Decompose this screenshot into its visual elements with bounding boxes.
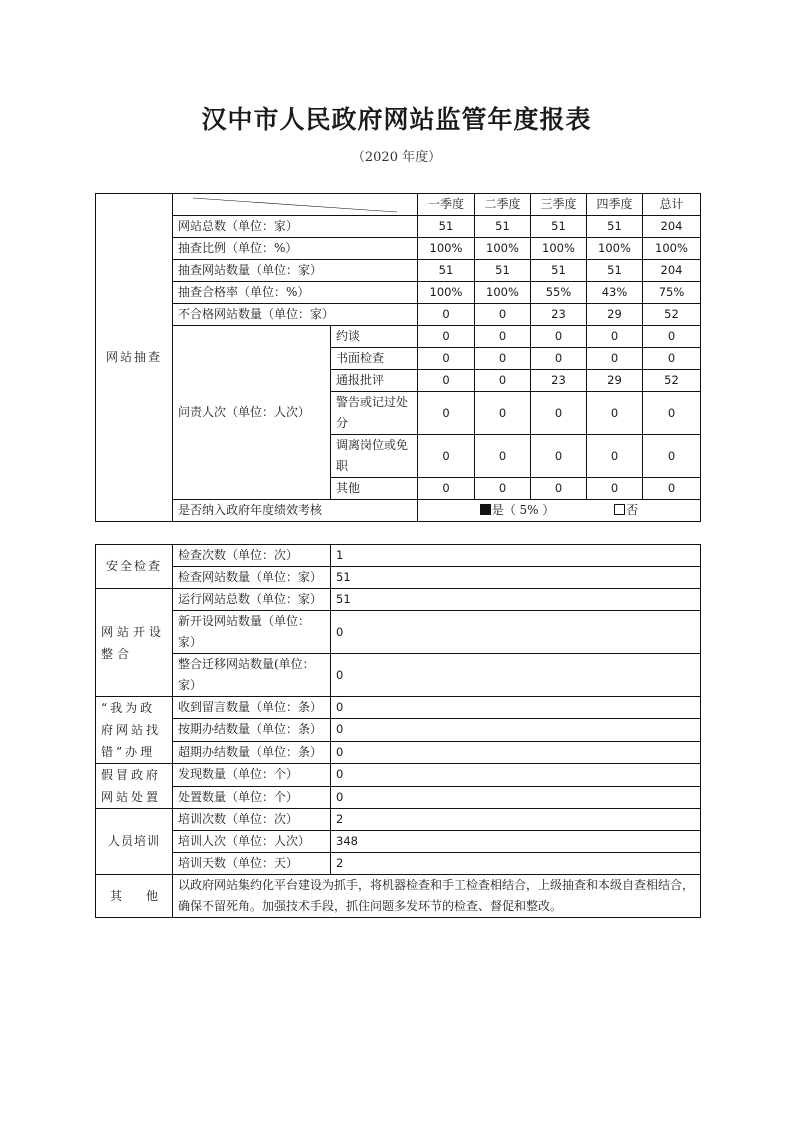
cell-value: 43% [587, 282, 643, 304]
cell-value: 0 [643, 392, 701, 435]
column-header: 一季度 [418, 194, 475, 216]
column-header: 总计 [643, 194, 701, 216]
row-label: 抽查网站数量（单位：家） [173, 260, 418, 282]
table-row [96, 326, 701, 348]
row-label: 检查网站数量（单位：家） [173, 567, 331, 589]
table-row [96, 697, 701, 719]
cell-value: 0 [643, 326, 701, 348]
cell-value: 0 [587, 478, 643, 500]
table-row [96, 611, 701, 654]
cell-value: 0 [475, 392, 531, 435]
cell-value: 100% [475, 282, 531, 304]
sub-row-label: 通报批评 [331, 370, 418, 392]
cell-value: 51 [418, 260, 475, 282]
category-spot-check: 网站抽查 [96, 194, 173, 522]
cell-value: 0 [331, 741, 701, 763]
row-label: 培训次数（单位：次） [173, 809, 331, 831]
diagonal-header-cell [173, 194, 418, 216]
report-subtitle: （2020 年度） [351, 150, 442, 165]
sub-row-label: 警告或记过处分 [331, 392, 418, 435]
cell-value: 51 [331, 589, 701, 611]
cell-value: 51 [418, 216, 475, 238]
cell-value: 51 [475, 216, 531, 238]
category-security: 安全检查 [96, 545, 173, 589]
cell-value: 0 [418, 435, 475, 478]
row-label: 培训人次（单位：人次） [173, 831, 331, 853]
cell-value: 0 [418, 392, 475, 435]
checked-box-icon [480, 504, 491, 515]
cell-value: 51 [587, 216, 643, 238]
cell-value: 0 [531, 348, 587, 370]
cell-value: 204 [643, 260, 701, 282]
row-label: 抽查比例（单位：%） [173, 238, 418, 260]
cell-value: 0 [331, 786, 701, 809]
cell-value: 0 [418, 304, 475, 326]
row-label: 培训天数（单位：天） [173, 853, 331, 875]
cell-value: 0 [475, 370, 531, 392]
sub-row-label: 书面检查 [331, 348, 418, 370]
table-row [96, 304, 701, 326]
row-label: 超期办结数量（单位：条） [173, 741, 331, 763]
report-table [95, 193, 701, 522]
cell-value: 1 [331, 545, 701, 567]
table-row [96, 238, 701, 260]
option-yes[interactable] [480, 503, 555, 517]
cell-value: 204 [643, 216, 701, 238]
row-label: 收到留言数量（单位：条） [173, 697, 331, 719]
cell-value: 55% [531, 282, 587, 304]
cell-value: 100% [531, 238, 587, 260]
option-yes-label: 是（ 5% ） [491, 503, 555, 517]
cell-value: 0 [418, 478, 475, 500]
sub-row-label: 调离岗位或免职 [331, 435, 418, 478]
cell-value: 51 [475, 260, 531, 282]
cell-value: 0 [331, 611, 701, 654]
table-row [96, 282, 701, 304]
cell-value: 0 [418, 326, 475, 348]
table-row [96, 875, 701, 918]
column-header: 三季度 [531, 194, 587, 216]
cell-value: 100% [418, 282, 475, 304]
category-other: 其 他 [96, 875, 173, 918]
category-training: 人员培训 [96, 809, 173, 875]
table-row [96, 567, 701, 589]
column-header: 四季度 [587, 194, 643, 216]
cell-value: 29 [587, 304, 643, 326]
report-table-lower [95, 544, 701, 918]
cell-value: 0 [331, 697, 701, 719]
cell-value: 100% [418, 238, 475, 260]
table-row [96, 719, 701, 741]
cell-value: 0 [531, 435, 587, 478]
other-description: 以政府网站集约化平台建设为抓手，将机器检查和手工检查相结合，上级抽查和本级自查相结合，确保不留死角。加强技术手段，抓住问题多发环节的检查、督促和整改。 [173, 875, 701, 918]
option-no-label: 否 [626, 503, 639, 517]
table-row [96, 654, 701, 697]
cell-value: 0 [418, 348, 475, 370]
cell-value: 0 [587, 435, 643, 478]
table-row [96, 853, 701, 875]
row-label: 检查次数（单位：次） [173, 545, 331, 567]
cell-value: 100% [475, 238, 531, 260]
cell-value: 0 [587, 392, 643, 435]
cell-value: 0 [475, 326, 531, 348]
cell-value: 2 [331, 853, 701, 875]
cell-value: 0 [475, 304, 531, 326]
cell-value: 51 [587, 260, 643, 282]
cell-value: 51 [531, 260, 587, 282]
row-label: 按期办结数量（单位：条） [173, 719, 331, 741]
cell-value: 0 [531, 392, 587, 435]
assessment-options [418, 500, 701, 522]
row-label: 发现数量（单位：个） [173, 764, 331, 787]
cell-value: 100% [587, 238, 643, 260]
cell-value: 0 [531, 326, 587, 348]
row-label: 网站总数（单位：家） [173, 216, 418, 238]
cell-value: 0 [331, 654, 701, 697]
cell-value: 29 [587, 370, 643, 392]
cell-value: 0 [475, 478, 531, 500]
category-integration: 网站开设整合 [96, 589, 173, 697]
cell-value: 0 [418, 370, 475, 392]
cell-value: 75% [643, 282, 701, 304]
table-row [96, 831, 701, 853]
column-header: 二季度 [475, 194, 531, 216]
cell-value: 52 [643, 304, 701, 326]
cell-value: 0 [643, 435, 701, 478]
header-row [96, 194, 701, 216]
table-row [96, 216, 701, 238]
cell-value: 0 [587, 348, 643, 370]
cell-value: 2 [331, 809, 701, 831]
cell-value: 0 [331, 719, 701, 741]
cell-value: 0 [643, 478, 701, 500]
category-fake-sites: 假冒政府网站处置 [96, 764, 173, 809]
cell-value: 0 [531, 478, 587, 500]
cell-value: 51 [331, 567, 701, 589]
table-row [96, 764, 701, 787]
accountability-label: 问责人次（单位：人次） [173, 326, 331, 500]
cell-value: 0 [643, 348, 701, 370]
sub-row-label: 约谈 [331, 326, 418, 348]
unchecked-box-icon [614, 504, 625, 515]
cell-value: 0 [587, 326, 643, 348]
row-label: 是否纳入政府年度绩效考核 [173, 500, 418, 522]
row-label: 运行网站总数（单位：家） [173, 589, 331, 611]
row-label: 处置数量（单位：个） [173, 786, 331, 809]
assessment-row [96, 500, 701, 522]
table-row [96, 786, 701, 809]
row-label: 抽查合格率（单位：%） [173, 282, 418, 304]
cell-value: 0 [475, 435, 531, 478]
cell-value: 100% [643, 238, 701, 260]
cell-value: 0 [475, 348, 531, 370]
table-row [96, 260, 701, 282]
cell-value: 0 [331, 764, 701, 787]
cell-value: 23 [531, 370, 587, 392]
table-row [96, 809, 701, 831]
diagonal-line [173, 194, 417, 215]
cell-value: 348 [331, 831, 701, 853]
cell-value: 23 [531, 304, 587, 326]
option-no[interactable] [614, 503, 638, 517]
row-label: 新开设网站数量（单位：家） [173, 611, 331, 654]
sub-row-label: 其他 [331, 478, 418, 500]
report-title: 汉中市人民政府网站监管年度报表 [201, 105, 592, 134]
table-row [96, 741, 701, 763]
table-row [96, 545, 701, 567]
cell-value: 51 [531, 216, 587, 238]
category-error-report: “我为政府网站找错”办理 [96, 697, 173, 764]
table-row [96, 589, 701, 611]
cell-value: 52 [643, 370, 701, 392]
row-label: 不合格网站数量（单位：家） [173, 304, 418, 326]
row-label: 整合迁移网站数量(单位：家） [173, 654, 331, 697]
